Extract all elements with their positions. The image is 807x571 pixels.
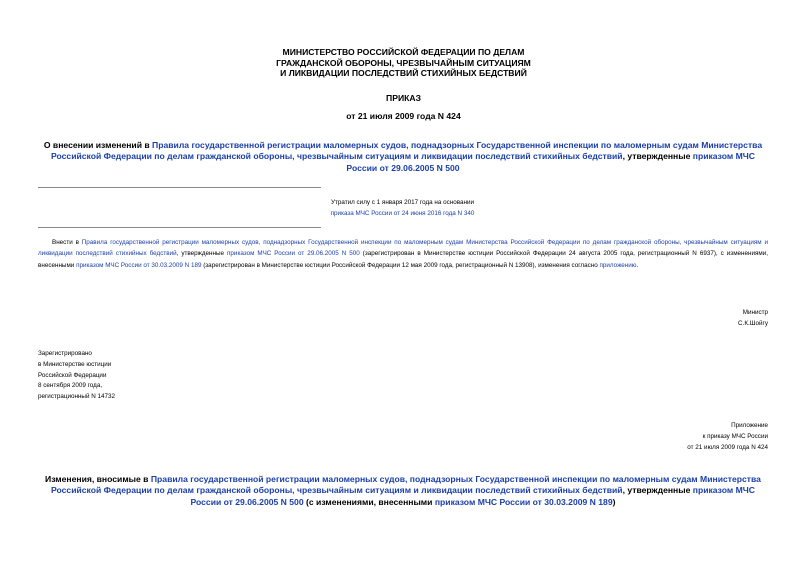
divider-top [38,187,321,188]
ministry-line-3: И ЛИКВИДАЦИИ ПОСЛЕДСТВИЙ СТИХИЙНЫХ БЕДСТВИЙ [280,68,527,79]
body-order-500-link[interactable]: приказом МЧС России от 29.06.2005 N 500 [227,250,360,258]
changes-order-189-link[interactable]: приказом МЧС России от 30.03.2009 N 189 [434,496,613,507]
order-date: от 21 июля 2009 года N 424 [346,111,461,121]
changes-rules-link[interactable]: Правила государственной регистрации маломерных судов, поднадзорных Государственной инспекции по маломерным судам Министерства Российской Федерации по делам гражданской обороны, чрезвычайным ситуациям и ликвидации последствий стихийных бедствий [51,474,761,496]
body-text-2: , утвержденные [176,250,228,258]
body-appendix-link[interactable]: приложению [599,261,637,269]
status-block [300,198,505,220]
body-text-3: (зарегистрирован в Министерстве юстиции Российской Федерации 24 августа 2005 года, регистрационный N 6937), с изменениями, внесенными [38,250,769,269]
order-type: ПРИКАЗ [386,93,421,103]
title-middle: , утвержденные [622,151,693,162]
registration-block [38,349,238,403]
registration-line-4: 8 сентября 2009 года, [38,382,103,390]
title-order-link[interactable]: приказом МЧС России от 29.06.2005 N 500 [346,151,755,173]
ministry-line-2: ГРАЖДАНСКОЙ ОБОРОНЫ, ЧРЕЗВЫЧАЙНЫМ СИТУАЦИЯМ [276,57,531,68]
registration-line-3: Российской Федерации [38,371,107,379]
status-repeal-link[interactable]: приказа МЧС России от 24 июня 2016 года N 340 [330,209,475,217]
ministry-header [0,47,807,79]
body-text-4: (зарегистрирован в Министерстве юстиции Российской Федерации 12 мая 2009 года, регистрационный N 13908), изменения согласно [201,261,600,269]
signature-name: С.К.Шойгу [738,319,768,327]
appendix-block [568,421,768,453]
title-prefix: О внесении изменений в [43,140,153,150]
changes-order-500-link[interactable]: приказом МЧС России от 29.06.2005 N 500 [190,485,755,507]
signature-position: Министр [742,309,768,316]
changes-prefix: Изменения, вносимые в [45,474,151,484]
appendix-line-2: к приказу МЧС России [702,432,768,440]
ministry-line-1: МИНИСТЕРСТВО РОССИЙСКОЙ ФЕДЕРАЦИИ ПО ДЕЛАМ [282,47,525,57]
appendix-line-1: Приложение [731,422,768,429]
body-order-189-link[interactable]: приказом МЧС России от 30.03.2009 N 189 [76,261,202,269]
body-rules-link[interactable]: Правила государственной регистрации маломерных судов, поднадзорных Государственной инспекции по маломерным судам Министерства Российской Федерации по делам гражданской обороны, чрезвычайным ситуациям и ликвидации последствий стихийных бедствий [38,239,768,258]
changes-title [38,474,768,508]
body-text-1: Внести в [52,239,82,246]
signature-block [568,308,768,330]
appendix-line-3: от 21 июля 2009 года N 424 [687,443,768,451]
document-title [38,140,768,174]
status-text: Утратил силу с 1 января 2017 года на основании [330,199,475,206]
body-text-5: . [636,261,639,269]
changes-mid2: (с изменениями, внесенными [303,496,435,507]
changes-middle: , утвержденные [622,485,693,496]
registration-line-2: в Министерстве юстиции [38,360,112,368]
registration-line-5: регистрационный N 14732 [38,393,116,401]
body-paragraph [38,237,768,271]
changes-suffix: ) [612,496,616,507]
divider-bottom [38,227,321,228]
title-rules-link[interactable]: Правила государственной регистрации маломерных судов, поднадзорных Государственной инспекции по маломерным судам Министерства Российской Федерации по делам гражданской обороны, чрезвычайным ситуациям и ликвидации последствий стихийных бедствий [51,140,763,162]
registration-line-1: Зарегистрировано [38,350,92,357]
